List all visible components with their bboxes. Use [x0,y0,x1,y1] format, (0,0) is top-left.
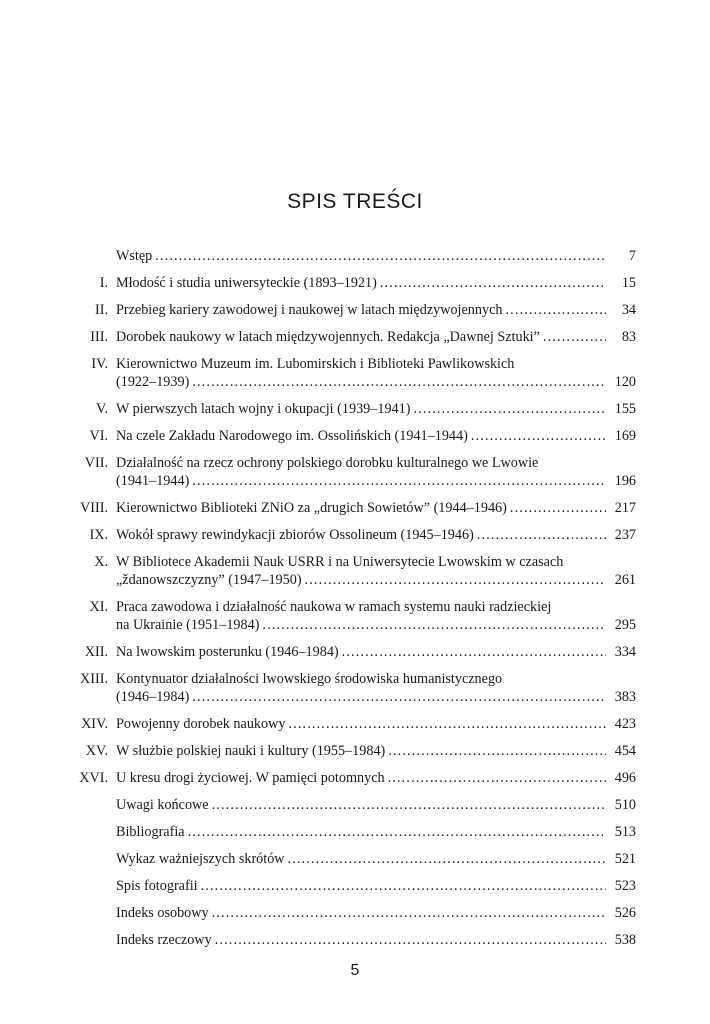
dot-leader [388,769,606,787]
page-reference: 523 [614,878,636,894]
dot-leader [413,400,606,418]
chapter-number: X. [94,554,108,570]
chapter-title-line: W Bibliotece Akademii Nauk USRR i na Uniwersytecie Lwowskim w czasach [116,554,564,570]
chapter-title: Uwagi końcowe [116,797,209,813]
dot-leader [212,796,606,814]
page-reference: 526 [614,905,636,921]
chapter-title: Wykaz ważniejszych skrótów [116,851,285,867]
toc-leader-row [116,499,636,517]
chapter-title: W służbie polskiej nauki i kultury (1955–1984) [116,743,386,759]
toc-leader-row [116,823,636,841]
chapter-number: IV. [91,356,108,372]
page-reference: 155 [614,401,636,417]
dot-leader [305,571,606,589]
chapter-number: II. [95,302,108,318]
chapter-title: „ždanowszczyzny” (1947–1950) [116,572,302,588]
page-reference: 513 [614,824,636,840]
chapter-number: VIII. [80,500,108,516]
toc-leader-row [116,274,636,292]
chapter-title: Młodość i studia uniwersyteckie (1893–1921) [116,275,377,291]
chapter-title: Indeks osobowy [116,905,209,921]
dot-leader [477,526,606,544]
toc-leader-row [116,472,636,490]
page-reference: 261 [614,572,636,588]
dot-leader [262,616,606,634]
page-reference: 383 [614,689,636,705]
chapter-title-line: Kierownictwo Muzeum im. Lubomirskich i Biblioteki Pawlikowskich [116,356,515,372]
chapter-title: (1946–1984) [116,689,190,705]
page-reference: 237 [614,527,636,543]
chapter-number: XIV. [81,716,108,732]
page-reference: 510 [614,797,636,813]
chapter-number: VII. [84,455,108,471]
toc-leader-row [116,526,636,544]
page-reference: 295 [614,617,636,633]
page-reference: 334 [614,644,636,660]
chapter-title: (1941–1944) [116,473,190,489]
page-reference: 196 [614,473,636,489]
chapter-number: I. [99,275,108,291]
dot-leader [192,373,606,391]
toc-leader-row [116,904,636,922]
chapter-title: Bibliografia [116,824,185,840]
dot-leader [215,931,606,949]
chapter-title: W pierwszych latach wojny i okupacji (1939–1941) [116,401,411,417]
dot-leader [155,247,606,265]
toc-leader-row [116,796,636,814]
chapter-title: Powojenny dorobek naukowy [116,716,286,732]
dot-leader [212,904,606,922]
page-reference: 15 [621,275,636,291]
page-reference: 538 [614,932,636,948]
page-reference: 496 [614,770,636,786]
page-reference: 521 [614,851,636,867]
chapter-number: XI. [89,599,108,615]
page-reference: 423 [614,716,636,732]
chapter-number: XVI. [79,770,108,786]
chapter-title: Dorobek naukowy w latach międzywojennych. Redakcja „Dawnej Sztuki” [116,329,540,345]
toc-leader-row [116,850,636,868]
dot-leader [505,301,606,319]
toc-leader-row [116,877,636,895]
toc-leader-row [116,715,636,733]
toc-leader-row [116,931,636,949]
toc-leader-row [116,616,636,634]
chapter-title: Przebieg kariery zawodowej i naukowej w latach międzywojennych [116,302,503,318]
chapter-title: na Ukrainie (1951–1984) [116,617,260,633]
page-reference: 83 [621,329,636,345]
chapter-number: XIII. [80,671,108,687]
toc-leader-row [116,643,636,661]
dot-leader [471,427,606,445]
chapter-title: Wstęp [116,248,153,264]
page-reference: 454 [614,743,636,759]
chapter-title: Na czele Zakładu Narodowego im. Ossolińskich (1941–1944) [116,428,468,444]
toc-leader-row [116,571,636,589]
toc-leader-row [116,688,636,706]
page-number: 5 [350,962,360,979]
toc-leader-row [116,400,636,418]
page-reference: 120 [614,374,636,390]
dot-leader [543,328,606,346]
dot-leader [342,643,606,661]
toc-leader-row [116,247,636,265]
page-reference: 217 [614,500,636,516]
chapter-number: XII. [84,644,108,660]
toc-leader-row [116,328,636,346]
chapter-title: (1922–1939) [116,374,190,390]
chapter-title: U kresu drogi życiowej. W pamięci potomnych [116,770,385,786]
dot-leader [388,742,606,760]
toc-leader-row [116,769,636,787]
dot-leader [288,850,606,868]
chapter-title: Wokół sprawy rewindykacji zbiorów Ossolineum (1945–1946) [116,527,474,543]
dot-leader [201,877,606,895]
dot-leader [380,274,606,292]
page-reference: 34 [621,302,636,318]
chapter-title: Indeks rzeczowy [116,932,212,948]
dot-leader [510,499,606,517]
toc-leader-row [116,301,636,319]
page-reference: 169 [614,428,636,444]
chapter-title: Na lwowskim posterunku (1946–1984) [116,644,339,660]
chapter-title-line: Działalność na rzecz ochrony polskiego dorobku kulturalnego we Lwowie [116,455,539,471]
chapter-title-line: Praca zawodowa i działalność naukowa w ramach systemu nauki radzieckiej [116,599,552,615]
toc-leader-row [116,742,636,760]
dot-leader [192,688,606,706]
dot-leader [188,823,606,841]
chapter-title: Spis fotografii [116,878,198,894]
chapter-number: V. [96,401,108,417]
dot-leader [192,472,606,490]
page-reference: 7 [628,248,636,264]
chapter-number: XV. [85,743,108,759]
chapter-number: IX. [89,527,108,543]
chapter-number: III. [90,329,108,345]
toc-leader-row [116,427,636,445]
chapter-title-line: Kontynuator działalności lwowskiego środowiska humanistycznego [116,671,503,687]
dot-leader [288,715,606,733]
chapter-title: Kierownictwo Biblioteki ZNiO za „drugich Sowietów” (1944–1946) [116,500,507,516]
toc-leader-row [116,373,636,391]
page-title: SPIS TREŚCI [287,190,423,213]
chapter-number: VI. [89,428,108,444]
